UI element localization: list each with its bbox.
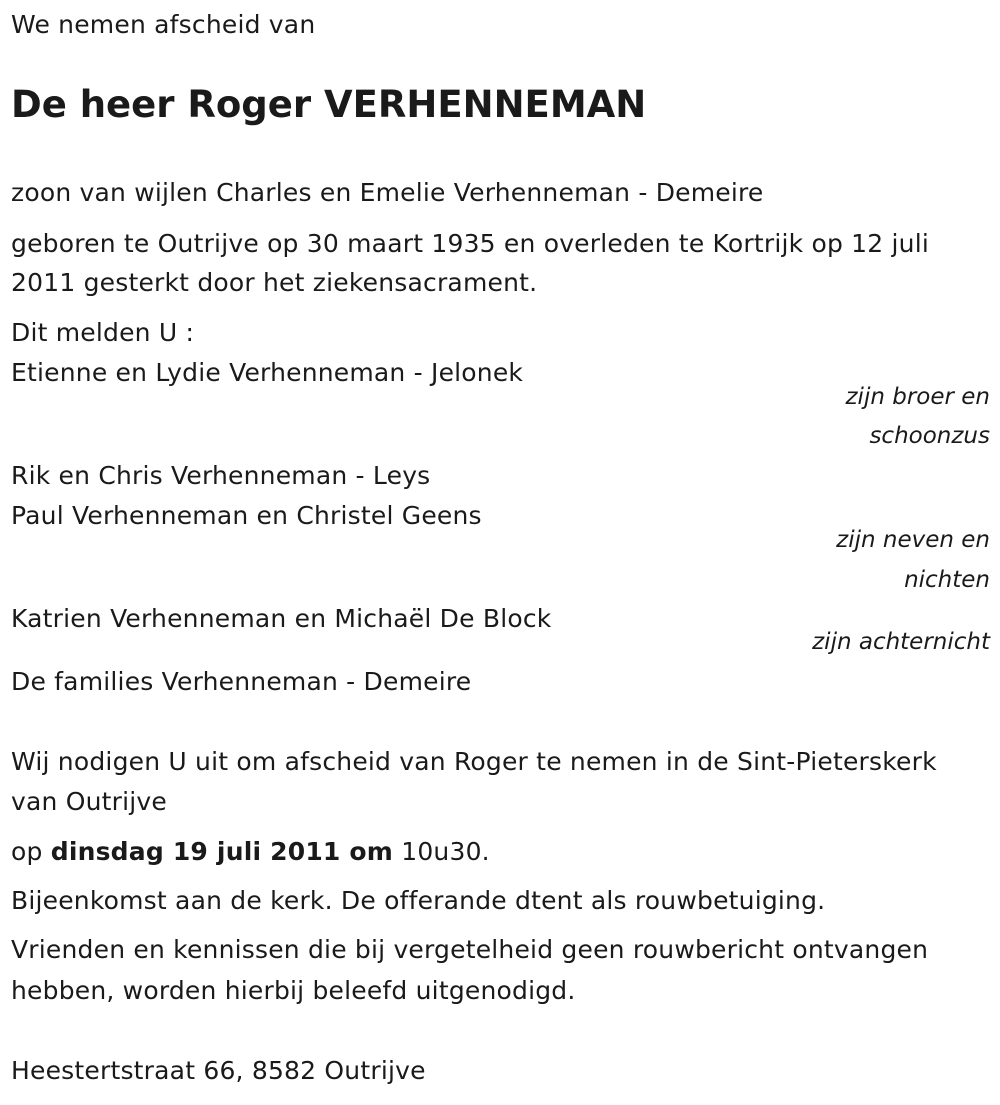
- parents-text: zoon van wijlen Charles en Emelie Verhenneman - Demeire: [11, 178, 764, 207]
- family-names-rik: Rik en Chris Verhenneman - Leys: [11, 461, 431, 490]
- relation-neven: zijn neven en: [836, 527, 990, 553]
- service-datetime: [11, 832, 490, 872]
- announce-text: Dit melden U :: [11, 318, 195, 347]
- relation-achternicht: zijn achternicht: [812, 629, 990, 655]
- intro-text: We nemen afscheid van: [11, 10, 316, 39]
- friends-text-line2: hebben, worden hierbij beleefd uitgenodigd.: [11, 976, 576, 1005]
- deceased-name: De heer Roger VERHENNEMAN: [11, 83, 647, 126]
- birth-text-line2: 2011 gesterkt door het ziekensacrament.: [11, 268, 538, 297]
- service-date: dinsdag 19 juli 2011 om: [50, 837, 394, 866]
- birth-text-line1: geboren te Outrijve op 30 maart 1935 en overleden te Kortrijk op 12 juli: [11, 229, 930, 258]
- relation-schoonzus: schoonzus: [869, 423, 990, 449]
- service-prefix: op: [11, 837, 43, 866]
- invite-text-line1: Wij nodigen U uit om afscheid van Roger te nemen in de Sint-Pieterskerk: [11, 747, 937, 776]
- relation-broer: zijn broer en: [845, 384, 990, 410]
- address-text: Heestertstraat 66, 8582 Outrijve: [11, 1056, 426, 1085]
- relation-nichten: nichten: [904, 567, 990, 593]
- family-names-families: De families Verhenneman - Demeire: [11, 667, 472, 696]
- service-time: 10u30.: [401, 837, 490, 866]
- family-names-etienne: Etienne en Lydie Verhenneman - Jelonek: [11, 358, 524, 387]
- family-names-katrien: Katrien Verhenneman en Michaël De Block: [11, 604, 552, 633]
- friends-text-line1: Vrienden en kennissen die bij vergetelheid geen rouwbericht ontvangen: [11, 935, 929, 964]
- gathering-text: Bijeenkomst aan de kerk. De offerande dtent als rouwbetuiging.: [11, 886, 826, 915]
- invite-text-line2: van Outrijve: [11, 787, 167, 816]
- family-names-paul: Paul Verhenneman en Christel Geens: [11, 501, 482, 530]
